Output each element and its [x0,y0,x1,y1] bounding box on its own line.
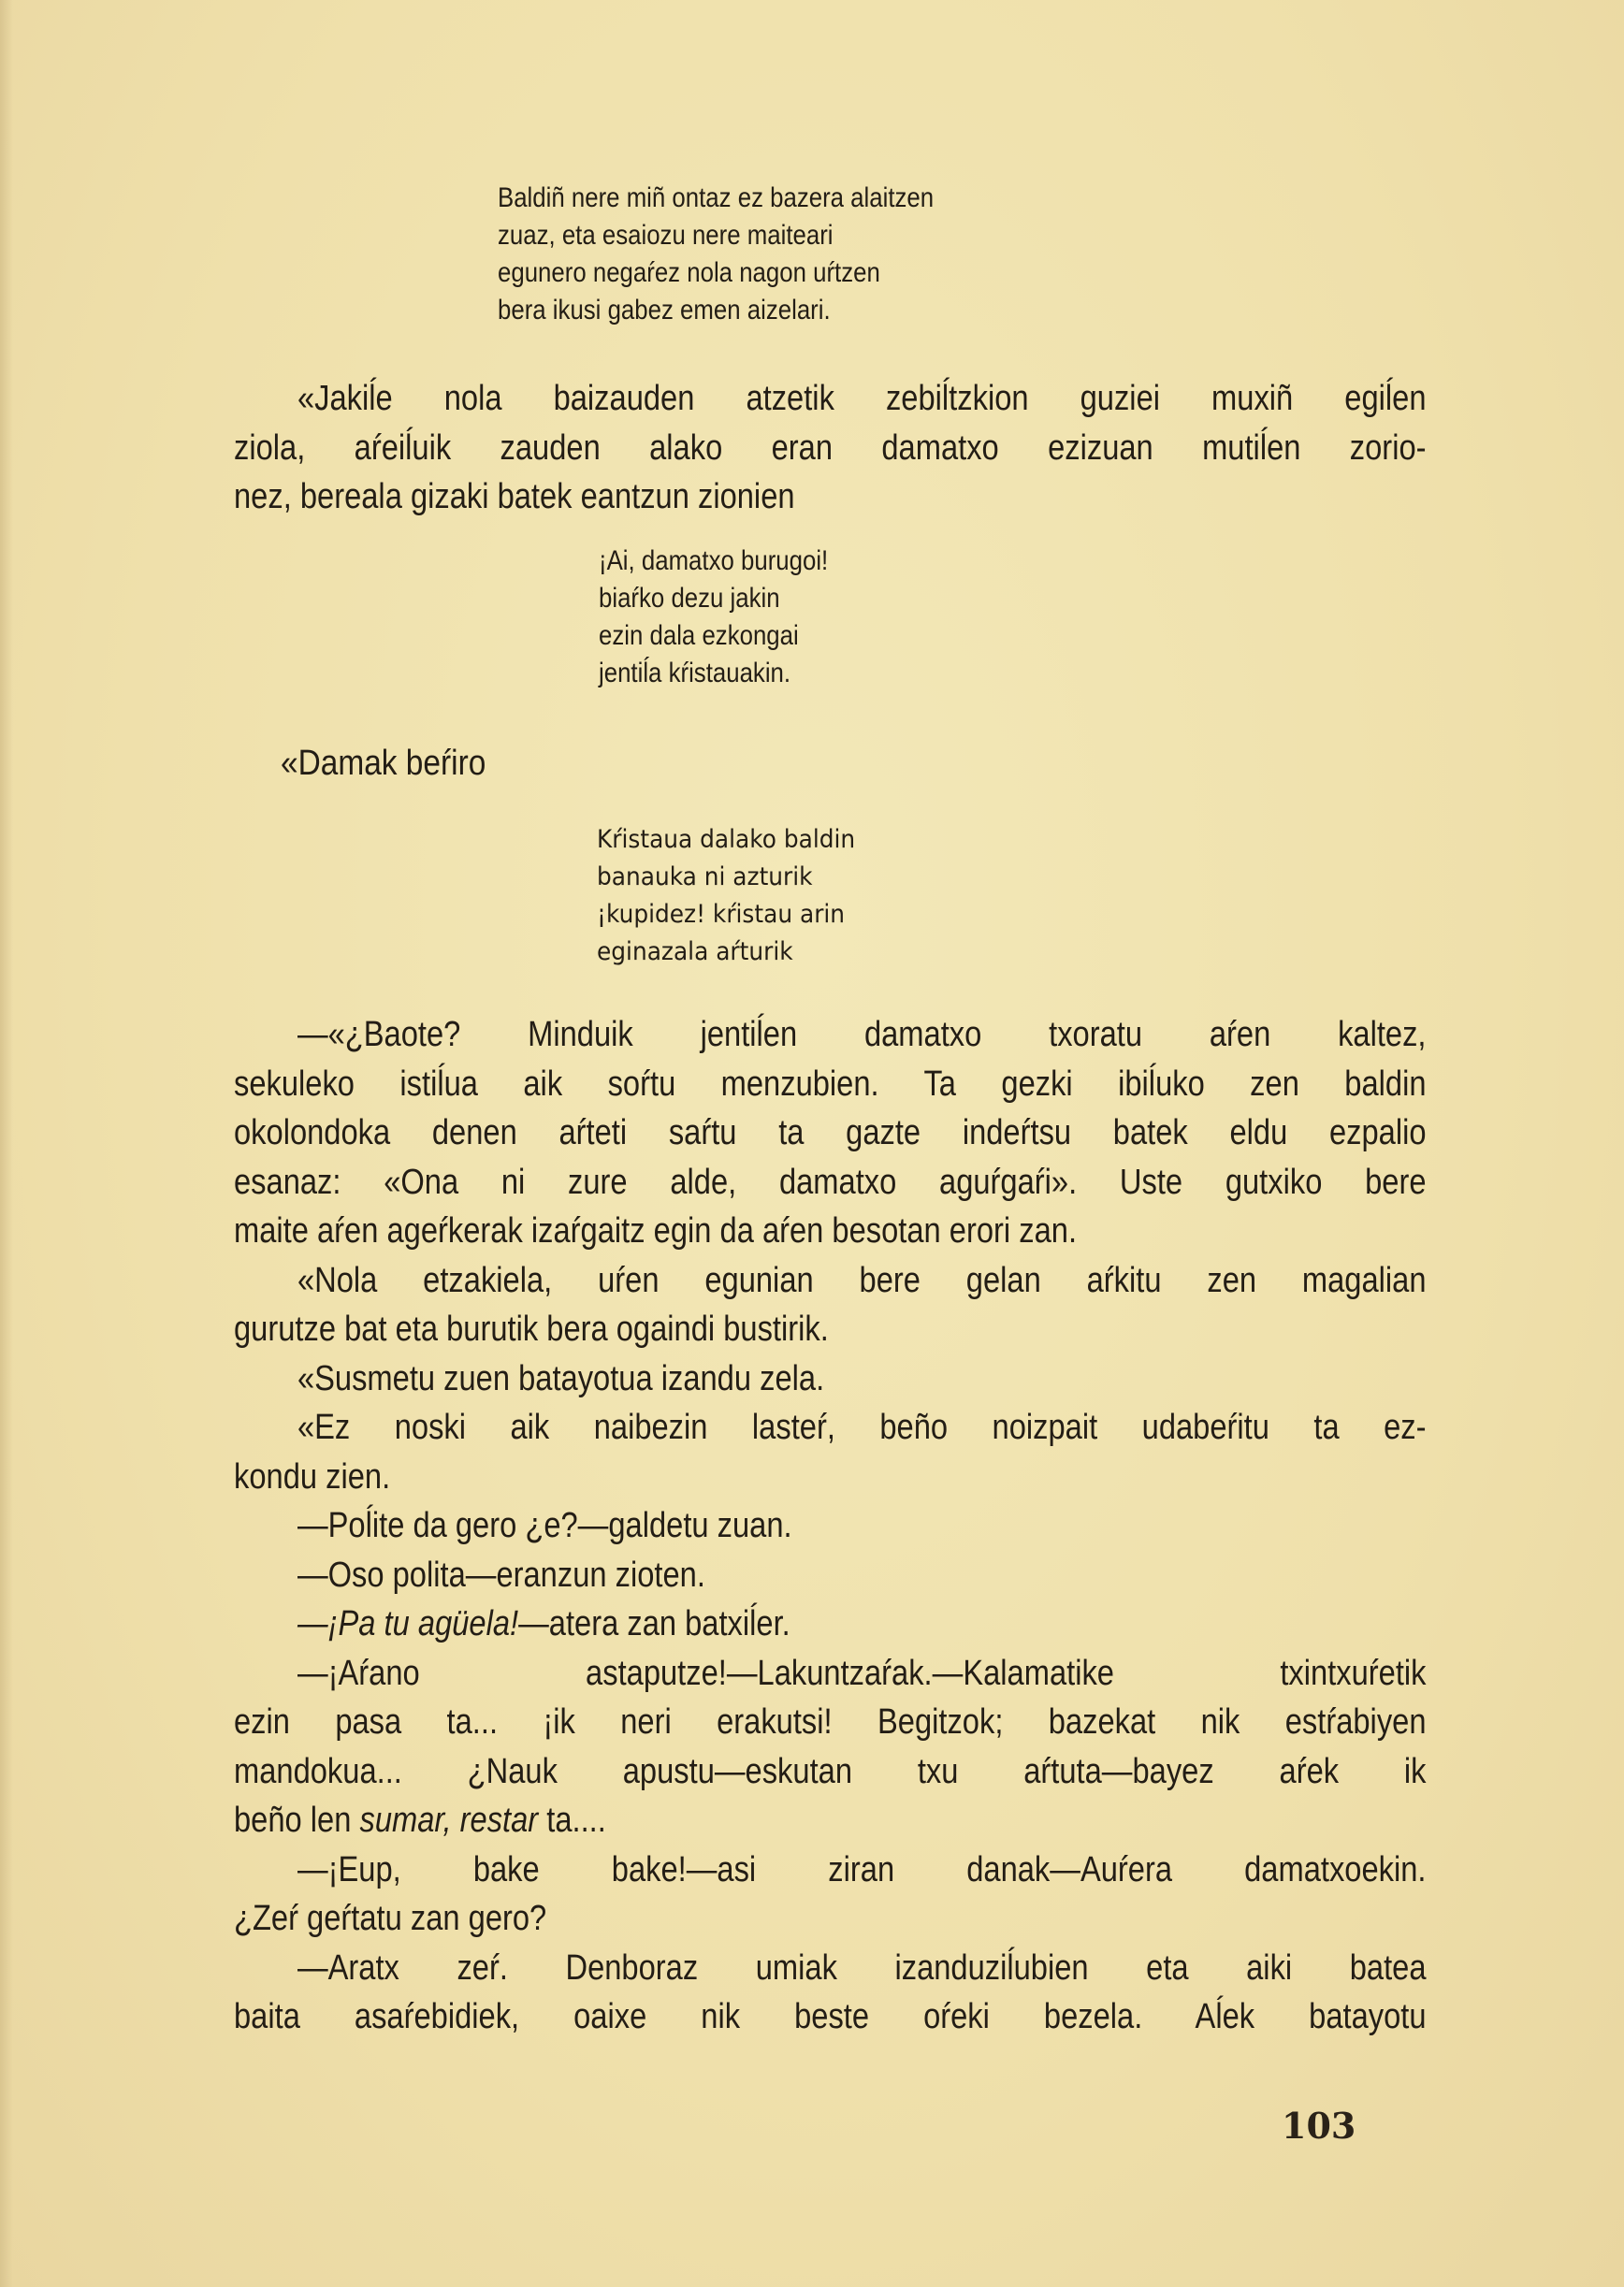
prose-line: nez, bereala gizaki batek eantzun zionien [234,477,795,516]
prose-row [234,1992,1427,2042]
prose-row [234,1354,1427,1404]
prose-line [234,1796,1427,1846]
prose-line: «Susmetu zuen batayotua izandu zela. [297,1358,825,1398]
prose-row [234,1894,1427,1944]
prose-line: —«¿Baote? Minduik jentiĺen damatxo txoratu aŕen kaltez, [297,1015,1427,1054]
prose-line: «Nola etzakiela, uŕen egunian bere gelan aŕkitu zen magalian [297,1260,1427,1300]
prose-line: ziola, aŕeiĺuik zauden alako eran damatxo ezizuan mutiĺen zorio- [234,427,1427,468]
prose-line: «Jakiĺe nola baizauden atzetik zebiĺtzkion guziei muxiñ egiĺen [297,379,1427,418]
prose-row [234,1108,1427,1158]
prose-row [234,1551,1427,1600]
prose-row [234,1207,1427,1256]
prose-row [234,1747,1427,1797]
verse-line: banauka ni azturik [597,862,813,891]
prose-row [234,1158,1427,1208]
prose-row [234,1305,1427,1354]
verse-stanza-2 [599,543,828,692]
prose-row [234,1846,1427,1895]
prose-line: kondu zien. [234,1456,391,1497]
prose-line: —¡Eup, bake bake!—asi ziran danak—Auŕera damatxoekin. [297,1849,1427,1889]
verse-stanza-3 [597,821,855,971]
verse-line: zuaz, eta esaiozu nere maiteari [498,220,834,251]
verse-line: bera ikusi gabez emen aizelari. [498,295,831,326]
verse-line: egunero negaŕez nola nagon uŕtzen [498,257,880,288]
prose-line: sekuleko istiĺua aik soŕtu menzubien. Ta gezki ibiĺuko zen baldin [234,1064,1427,1104]
line-text: —atera zan batxiĺer. [518,1604,790,1643]
verse-line: ¡kupidez! kŕistau arin [597,900,846,929]
prose-body [234,1010,1427,2042]
prose-line: mandokua... ¿Nauk apustu—eskutan txu aŕtuta—bayez aŕek ik [234,1751,1427,1791]
prose-row [234,1256,1427,1306]
prose-line: okolondoka denen aŕteti saŕtu ta gazte indeŕtsu batek eldu ezpalio [234,1113,1427,1152]
prose-line: ezin pasa ta... ¡ik neri erakutsi! Begitzok; bazekat nik estŕabiyen [234,1702,1427,1742]
prose-line: maite aŕen ageŕkerak izaŕgaitz egin da aŕen besotan erori zan. [234,1211,1078,1251]
prose-row [234,1796,1427,1846]
prose-row [234,424,1427,473]
prose-line: —Poĺite da gero ¿e?—galdetu zuan. [297,1506,792,1545]
prose-row [234,1599,1427,1649]
verse-line: Kŕistaua dalako baldin [597,825,856,854]
verse-line: eginazala aŕturik [597,937,793,966]
page-number: 103 [1282,2105,1356,2147]
italic-text: sumar, restar [359,1801,539,1840]
prose-row [234,1403,1427,1453]
prose-line: «Ez noski aik naibezin lasteŕ, beño noizpait udabeŕitu ta ez- [297,1408,1427,1447]
prose-row [234,1010,1427,1060]
prose-line: —Aratx zeŕ. Denboraz umiak izanduziĺubien eta aiki batea [297,1947,1427,1988]
prose-line: —Oso polita—eranzun zioten. [297,1555,705,1595]
prose-line: gurutze bat eta burutik bera ogaindi bustirik. [234,1310,829,1349]
verse-stanza-1 [498,180,934,329]
prose-row [234,472,1427,522]
verse-line: Baldiñ nere miñ ontaz ez bazera alaitzen [498,182,935,213]
line-text: beño len [234,1801,360,1840]
prose-line: —¡Aŕano astaputze!—Lakuntzaŕak.—Kalamatike txintxuŕetik [297,1653,1427,1693]
verse-line: ¡Ai, damatxo burugoi! [599,545,829,576]
prose-line: baita asaŕebidiek, oaixe nik beste oŕeki bezela. Aĺek batayotu [234,1997,1427,2036]
paragraph-jakile [234,374,1427,522]
prose-row [234,374,1427,424]
prose-row [234,1453,1427,1502]
prose-line: ¿Zeŕ geŕtatu zan gero? [234,1899,547,1938]
prose-row [234,1501,1427,1551]
verse-line: ezin dala ezkongai [599,620,799,651]
damak-line: «Damak beŕiro [281,744,486,783]
page-edge [0,0,13,2287]
verse-line: biaŕko dezu jakin [599,583,780,614]
prose-line: esanaz: «Ona ni zure alde, damatxo aguŕgaŕi». Uste gutxiko bere [234,1162,1427,1202]
verse-line: jentiĺa kŕistauakin. [599,658,791,688]
prose-row [234,1698,1427,1747]
italic-text: —¡Pa tu agüela! [297,1604,519,1643]
prose-row [234,1649,1427,1699]
line-text: ta.... [538,1801,606,1840]
prose-line [234,1599,1427,1649]
prose-row [234,1944,1427,1993]
prose-row [234,1060,1427,1109]
